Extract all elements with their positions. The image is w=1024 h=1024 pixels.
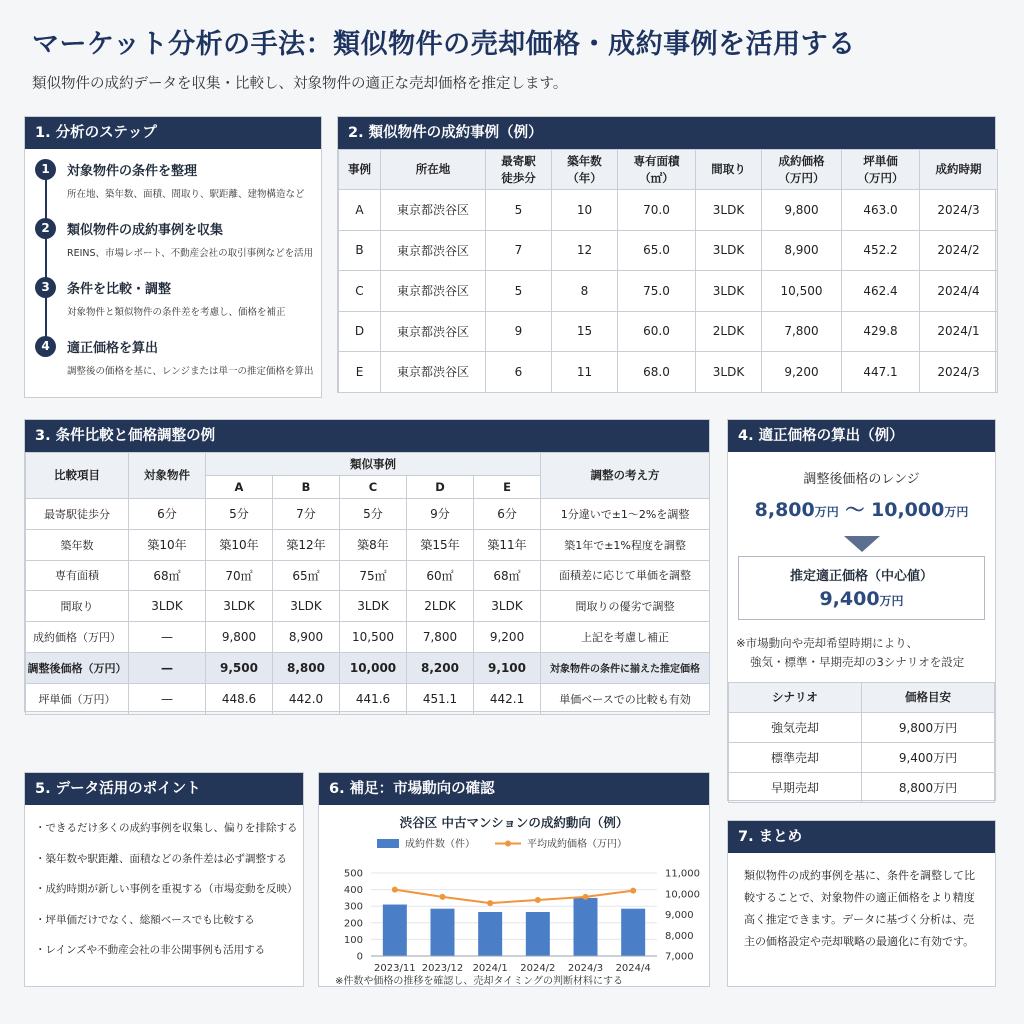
chart-point: [392, 887, 398, 893]
table-cell: 9,500: [206, 652, 273, 683]
chart-bar: [478, 912, 502, 956]
legend-label: 成約件数（件）: [405, 839, 475, 850]
list-item: ・ レインズや不動産会社の非公開事例も活用する: [35, 935, 303, 966]
column-header: 成約価格 （万円）: [762, 150, 842, 190]
table-cell: 東京都渋谷区: [381, 311, 486, 352]
table-cell: 442.0: [273, 683, 340, 714]
table-row: [339, 311, 998, 352]
cases-panel: [337, 116, 996, 393]
table-cell: 70.0: [618, 190, 696, 231]
range-high: 10,000: [871, 499, 945, 521]
table-cell: 5分: [206, 499, 273, 530]
table-cell: A: [339, 190, 381, 231]
market-chart: [319, 805, 709, 986]
table-cell: 3LDK: [273, 591, 340, 622]
y-tick-label-right: 7,000: [665, 951, 694, 963]
table-cell: 60.0: [618, 311, 696, 352]
chart-bar: [383, 905, 407, 956]
table-cell: 早期売却: [729, 772, 862, 802]
table-cell: 8,200: [407, 652, 474, 683]
column-header: 事例: [339, 150, 381, 190]
table-cell: 最寄駅徒歩分: [26, 499, 129, 530]
table-cell: 448.6: [206, 683, 273, 714]
scenario-header-row: [729, 682, 995, 712]
table-cell: 間取り: [26, 591, 129, 622]
column-group-header: 類似事例: [206, 453, 541, 476]
column-header: D: [407, 476, 474, 499]
table-cell: 東京都渋谷区: [381, 230, 486, 271]
table-row: [339, 190, 998, 231]
table-cell: 9,100: [474, 652, 541, 683]
column-header: 坪単価 （万円）: [842, 150, 920, 190]
step-number: 1: [35, 159, 56, 180]
table-cell: 7,800: [407, 622, 474, 653]
estimate-heading: 4. 適正価格の算出（例）: [728, 420, 995, 452]
legend-label: 平均成約価格（万円）: [527, 839, 627, 850]
table-cell: 3LDK: [474, 591, 541, 622]
table-cell: 5: [486, 190, 552, 231]
table-cell: 2LDK: [407, 591, 474, 622]
adjustment-table: [25, 452, 710, 715]
y-tick-label-left: 300: [343, 901, 363, 913]
cases-table: [338, 149, 998, 393]
step-number: 3: [35, 277, 56, 298]
table-cell: 8,900: [762, 230, 842, 271]
list-item: ・ できるだけ多くの成約事例を収集し、偏りを排除する: [35, 813, 303, 844]
table-cell: 8,900: [273, 622, 340, 653]
column-header: 対象物件: [129, 453, 206, 499]
table-cell: 8,800: [273, 652, 340, 683]
y-tick-label-right: 10,000: [665, 889, 700, 901]
cases-heading: 2. 類似物件の成約事例（例）: [338, 117, 995, 149]
table-cell: 9,400万円: [862, 742, 995, 772]
column-header: A: [206, 476, 273, 499]
table-cell: 9,200: [762, 352, 842, 393]
y-tick-label-left: 100: [343, 934, 363, 946]
x-tick-label: 2024/1: [472, 963, 508, 974]
table-cell: 9,800: [206, 622, 273, 653]
step-description: REINS、市場レポート、不動産会社の取引事例などを活用: [67, 248, 314, 259]
table-cell: 447.1: [842, 352, 920, 393]
table-cell: 65㎡: [273, 560, 340, 591]
table-cell: 11: [552, 352, 618, 393]
table-cell: 専有面積: [26, 560, 129, 591]
step-title: 条件を比較・調整: [67, 282, 172, 297]
table-cell: 築1年で±1%程度を調整: [541, 529, 710, 560]
step-title: 適正価格を算出: [67, 341, 159, 356]
table-cell: 2024/1: [920, 311, 998, 352]
table-cell: 9,800万円: [862, 712, 995, 742]
range-unit: 万円: [814, 505, 839, 519]
table-row: [26, 529, 710, 560]
table-cell: C: [339, 271, 381, 312]
table-cell: 7分: [273, 499, 340, 530]
list-item: ・ 築年数や駅距離、面積などの条件差は必ず調整する: [35, 844, 303, 875]
table-cell: 築年数: [26, 529, 129, 560]
table-cell: 429.8: [842, 311, 920, 352]
estimate-value: [739, 588, 984, 610]
table-cell: 9,800: [762, 190, 842, 231]
x-tick-label: 2023/11: [374, 963, 416, 974]
y-tick-label-left: 0: [356, 951, 363, 963]
step-item: [35, 336, 314, 395]
table-cell: 12: [552, 230, 618, 271]
x-tick-label: 2024/3: [567, 963, 604, 974]
table-cell: 強気売却: [729, 712, 862, 742]
table-cell: E: [339, 352, 381, 393]
cases-header-row: [339, 150, 998, 190]
adjustment-panel: [24, 419, 710, 712]
column-header: 成約時期: [920, 150, 998, 190]
points-panel: [24, 772, 304, 987]
column-header: 築年数 （年）: [552, 150, 618, 190]
table-cell: 463.0: [842, 190, 920, 231]
table-cell: —: [129, 683, 206, 714]
range-tilde: 〜: [845, 499, 865, 521]
table-cell: 451.1: [407, 683, 474, 714]
x-tick-label: 2024/2: [520, 963, 556, 974]
range-unit: 万円: [944, 505, 969, 519]
column-header: E: [474, 476, 541, 499]
table-cell: 10: [552, 190, 618, 231]
y-tick-label-left: 500: [343, 868, 363, 880]
table-cell: 9分: [407, 499, 474, 530]
table-cell: 築11年: [474, 529, 541, 560]
column-header: 所在地: [381, 150, 486, 190]
chart-point: [440, 894, 446, 900]
table-cell: 間取りの優劣で調整: [541, 591, 710, 622]
estimate-label: 推定適正価格（中心値）: [789, 569, 933, 584]
chart-point: [583, 894, 589, 900]
table-cell: 東京都渋谷区: [381, 352, 486, 393]
scenario-note: [728, 634, 995, 672]
table-cell: 東京都渋谷区: [381, 271, 486, 312]
column-header: C: [340, 476, 407, 499]
chart-point: [487, 900, 493, 906]
table-cell: 成約価格（万円）: [26, 622, 129, 653]
column-header: 比較項目: [26, 453, 129, 499]
x-tick-label: 2023/12: [421, 963, 464, 974]
table-row: [26, 591, 710, 622]
y-tick-label-left: 200: [343, 918, 363, 930]
table-cell: 9,200: [474, 622, 541, 653]
range-low: 8,800: [754, 499, 815, 521]
table-cell: 7,800: [762, 311, 842, 352]
table-row: [26, 560, 710, 591]
table-cell: 15: [552, 311, 618, 352]
points-list: [25, 805, 303, 966]
adjustment-header-row: [26, 453, 710, 476]
table-cell: 調整後価格（万円）: [26, 652, 129, 683]
table-cell: 2024/2: [920, 230, 998, 271]
table-cell: 452.2: [842, 230, 920, 271]
table-cell: 75㎡: [340, 560, 407, 591]
legend-line-marker: [505, 841, 511, 847]
table-cell: 3LDK: [696, 271, 762, 312]
table-cell: 面積差に応じて単価を調整: [541, 560, 710, 591]
table-cell: —: [129, 622, 206, 653]
step-title: 類似物件の成約事例を収集: [67, 223, 224, 238]
table-cell: 8,800万円: [862, 772, 995, 802]
table-cell: 65.0: [618, 230, 696, 271]
note-line: 強気・標準・早期売却の3シナリオを設定: [750, 654, 965, 669]
table-cell: 単価ベースでの比較も有効: [541, 683, 710, 714]
table-cell: 上記を考慮し補正: [541, 622, 710, 653]
table-row: [339, 230, 998, 271]
market-panel: [318, 772, 710, 987]
table-cell: 3LDK: [129, 591, 206, 622]
column-header: 調整の考え方: [541, 453, 710, 499]
step-title: 対象物件の条件を整理: [67, 164, 198, 179]
chart-bar: [574, 898, 598, 956]
market-heading: 6. 補足：市場動向の確認: [319, 773, 709, 805]
table-cell: —: [129, 652, 206, 683]
table-cell: 東京都渋谷区: [381, 190, 486, 231]
y-tick-label-right: 8,000: [665, 930, 694, 942]
y-tick-label-left: 400: [343, 885, 363, 897]
table-row: [26, 622, 710, 653]
table-cell: 7: [486, 230, 552, 271]
table-cell: B: [339, 230, 381, 271]
y-tick-label-right: 11,000: [665, 868, 700, 880]
table-cell: 462.4: [842, 271, 920, 312]
estimate-unit: 万円: [879, 594, 904, 608]
points-heading: 5. データ活用のポイント: [25, 773, 303, 805]
table-cell: 3LDK: [206, 591, 273, 622]
step-item: [35, 277, 311, 336]
chart-point: [630, 888, 636, 894]
table-cell: 3LDK: [340, 591, 407, 622]
table-cell: 70㎡: [206, 560, 273, 591]
adjustment-heading: 3. 条件比較と価格調整の例: [25, 420, 709, 452]
step-number: 4: [35, 336, 56, 357]
x-tick-label: 2024/4: [615, 963, 651, 974]
note-line: ※市場動向や売却希望時期により、: [736, 636, 919, 650]
page-subtitle: 類似物件の成約データを収集・比較し、対象物件の適正な売却価格を推定します。: [32, 76, 568, 92]
table-cell: 対象物件の条件に揃えた推定価格: [541, 652, 710, 683]
table-cell: 築12年: [273, 529, 340, 560]
list-item: ・ 坪単価だけでなく、総額ベースでも比較する: [35, 905, 303, 936]
estimate-box: [738, 556, 985, 620]
steps-heading: 1. 分析のステップ: [25, 117, 321, 149]
chart-bar: [431, 909, 455, 956]
table-row: [729, 772, 995, 802]
column-header: B: [273, 476, 340, 499]
list-item: ・ 成約時期が新しい事例を重視する（市場変動を反映）: [35, 874, 303, 905]
table-cell: 2024/3: [920, 190, 998, 231]
table-cell: 2024/3: [920, 352, 998, 393]
down-arrow-icon: [844, 536, 880, 552]
table-cell: D: [339, 311, 381, 352]
step-description: 調整後の価格を基に、レンジまたは単一の推定価格を算出: [67, 366, 314, 377]
step-item: [35, 159, 311, 218]
table-cell: 標準売却: [729, 742, 862, 772]
column-header: 価格目安: [862, 682, 995, 712]
table-row: [26, 683, 710, 714]
step-description: 所在地、築年数、面積、間取り、駅距離、建物構造など: [67, 189, 305, 200]
table-cell: 5: [486, 271, 552, 312]
table-cell: 6: [486, 352, 552, 393]
summary-text: 類似物件の成約事例を基に、条件を調整して比較することで、対象物件の適正価格をより精度高く推定できます。データに基づく分析は、売主の価格設定や売却戦略の最適化に有効です。: [744, 869, 975, 948]
table-cell: 68㎡: [129, 560, 206, 591]
table-cell: 9: [486, 311, 552, 352]
table-cell: 8: [552, 271, 618, 312]
table-cell: 1分違いで±1〜2%を調整: [541, 499, 710, 530]
table-cell: 坪単価（万円）: [26, 683, 129, 714]
table-cell: 6分: [474, 499, 541, 530]
steps-panel: [24, 116, 322, 398]
table-cell: 10,500: [762, 271, 842, 312]
chart-footnote: ※件数や価格の推移を確認し、売却タイミングの判断材料にする: [335, 976, 623, 986]
table-row: [26, 652, 710, 683]
table-cell: 3LDK: [696, 230, 762, 271]
page-title: マーケット分析の手法：類似物件の売却価格・成約事例を活用する: [32, 29, 856, 60]
chart-title: 渋谷区 中古マンションの成約動向（例）: [399, 815, 629, 830]
table-cell: 2LDK: [696, 311, 762, 352]
range-label: 調整後価格のレンジ: [803, 472, 920, 487]
estimate-panel: [727, 419, 996, 801]
table-cell: 10,500: [340, 622, 407, 653]
table-cell: 2024/4: [920, 271, 998, 312]
chart-bar: [526, 912, 550, 956]
step-number: 2: [35, 218, 56, 239]
legend-bar-swatch: [377, 839, 399, 848]
table-cell: 10,000: [340, 652, 407, 683]
y-tick-label-right: 9,000: [665, 910, 694, 921]
step-item: [35, 218, 314, 277]
table-row: [339, 352, 998, 393]
price-range: [728, 495, 995, 522]
column-header: 最寄駅 徒歩分: [486, 150, 552, 190]
chart-bar: [621, 909, 645, 956]
table-cell: 築15年: [407, 529, 474, 560]
table-cell: 68㎡: [474, 560, 541, 591]
table-cell: 441.6: [340, 683, 407, 714]
table-cell: 築8年: [340, 529, 407, 560]
column-header: 専有面積 （㎡）: [618, 150, 696, 190]
table-cell: 築10年: [206, 529, 273, 560]
summary-panel: [727, 820, 996, 987]
table-cell: 6分: [129, 499, 206, 530]
scenario-table: [728, 682, 995, 803]
table-cell: 442.1: [474, 683, 541, 714]
table-cell: 75.0: [618, 271, 696, 312]
steps-list: [25, 149, 321, 395]
table-row: [729, 712, 995, 742]
table-cell: 3LDK: [696, 190, 762, 231]
step-description: 対象物件と類似物件の条件差を考慮し、価格を補正: [67, 307, 286, 318]
column-header: シナリオ: [729, 682, 862, 712]
table-row: [729, 742, 995, 772]
summary-heading: 7. まとめ: [728, 821, 995, 853]
estimate-number: 9,400: [819, 588, 880, 610]
table-cell: 築10年: [129, 529, 206, 560]
table-cell: 68.0: [618, 352, 696, 393]
column-header: 間取り: [696, 150, 762, 190]
table-row: [339, 271, 998, 312]
table-cell: 60㎡: [407, 560, 474, 591]
table-cell: 3LDK: [696, 352, 762, 393]
chart-point: [535, 897, 541, 903]
table-cell: 5分: [340, 499, 407, 530]
table-row: [26, 499, 710, 530]
